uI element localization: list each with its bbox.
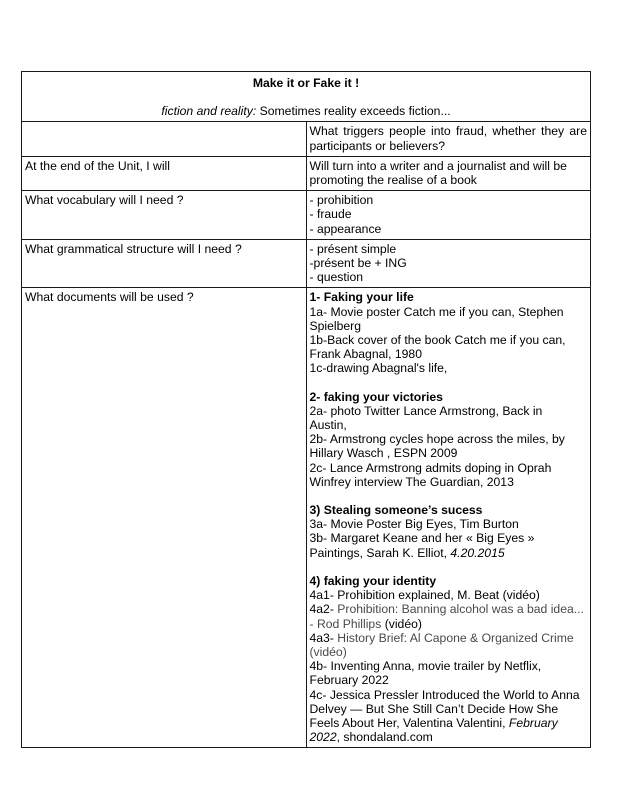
document-date: 4.20.2015 [450,545,505,560]
row-label: What documents will be used ? [22,288,307,748]
document-item: 1b-Back cover of the book Catch me if you can, Frank Abagnal, 1980 [309,333,566,362]
documents-list [306,288,591,748]
row-value: Will turn into a writer and a journalist and will be promoting the realise of a book [306,156,591,190]
section-title: 2- faking your victories [309,389,443,404]
list-item: - fraude [309,207,352,222]
document-date: February 2022 [309,715,558,745]
row-label: What grammatical structure will I need ? [22,239,307,288]
row-label [22,122,307,156]
document-link[interactable]: Prohibition: Banning alcohol was a bad idea... - Rod Phillips [309,602,584,631]
document-item [310,531,588,559]
row-label: At the end of the Unit, I will [22,156,307,190]
document-item [310,602,588,630]
row-value: What triggers people into fraud, whether they are participants or believers? [306,122,591,156]
document-link[interactable]: History Brief: Al Capone & Organized Crime (vidéo) [309,630,574,659]
document-item: 2a- photo Twitter Lance Armstrong, Back in [309,403,543,418]
table-row-grammar [22,239,591,288]
section-title: 1- Faking your life [309,290,414,305]
section-faking-your-victories [310,390,588,489]
table-row-problematic [22,122,591,156]
document-page [21,71,591,748]
grammar-list [306,239,591,288]
item-prefix: 4a2- [309,602,334,617]
table-row-end-of-unit [22,156,591,190]
row-label: What vocabulary will I need ? [22,191,307,240]
section-faking-your-identity [310,574,588,744]
document-item: 1c-drawing Abagnal's life, [309,361,448,376]
item-suffix: (vidéo) [381,616,422,631]
section-title: 3) Stealing someone’s sucess [309,503,483,518]
subtitle-text: Sometimes reality exceeds fiction... [256,104,451,119]
document-title: Make it or Fake it ! [252,76,360,90]
section-faking-your-life [310,290,588,375]
document-item: 4b- Inventing Anna, movie trailer by Netflix, February 2022 [309,659,542,688]
subtitle-italic: fiction and reality: [161,104,257,119]
item-suffix: , shondaland.com [336,730,433,745]
document-item: Winfrey interview The Guardian, 2013 [309,474,514,489]
list-item: - présent simple [309,241,397,256]
document-item-text: 4c- Jessica Pressler Introduced the World to Anna Delvey — But She Still Can’t Decide How She Feels About Her, Valentina Valentini, [309,687,580,730]
document-item: Austin, [309,418,347,433]
table-row-documents [22,288,591,748]
header-row [22,72,591,122]
document-item: 1a- Movie poster Catch me if you can, Stephen Spielberg [309,304,564,333]
document-item: 2c- Lance Armstrong admits doping in Oprah [309,460,552,475]
list-item: -présent be + ING [309,256,407,271]
document-item-text: 3b- Margaret Keane and her « Big Eyes » Paintings, Sarah K. Elliot, [309,531,535,560]
list-item: - appearance [309,221,382,236]
document-item: Hillary Wasch , ESPN 2009 [309,446,458,461]
document-item: 4a1- Prohibition explained, M. Beat (vidéo) [309,588,540,603]
document-item [310,688,588,745]
list-item: - prohibition [309,193,374,208]
document-item: 2b- Armstrong cycles hope across the miles, by [309,432,565,447]
item-prefix: 4a3- [309,630,334,645]
unit-plan-table [21,71,591,748]
document-subtitle [161,104,450,118]
section-stealing-success [310,503,588,560]
list-item: - question [309,270,364,285]
header-cell [22,72,591,122]
document-item: 3a- Movie Poster Big Eyes, Tim Burton [309,517,519,532]
vocabulary-list [306,191,591,240]
section-title: 4) faking your identity [309,573,437,588]
table-row-vocabulary [22,191,591,240]
document-item [310,631,588,659]
